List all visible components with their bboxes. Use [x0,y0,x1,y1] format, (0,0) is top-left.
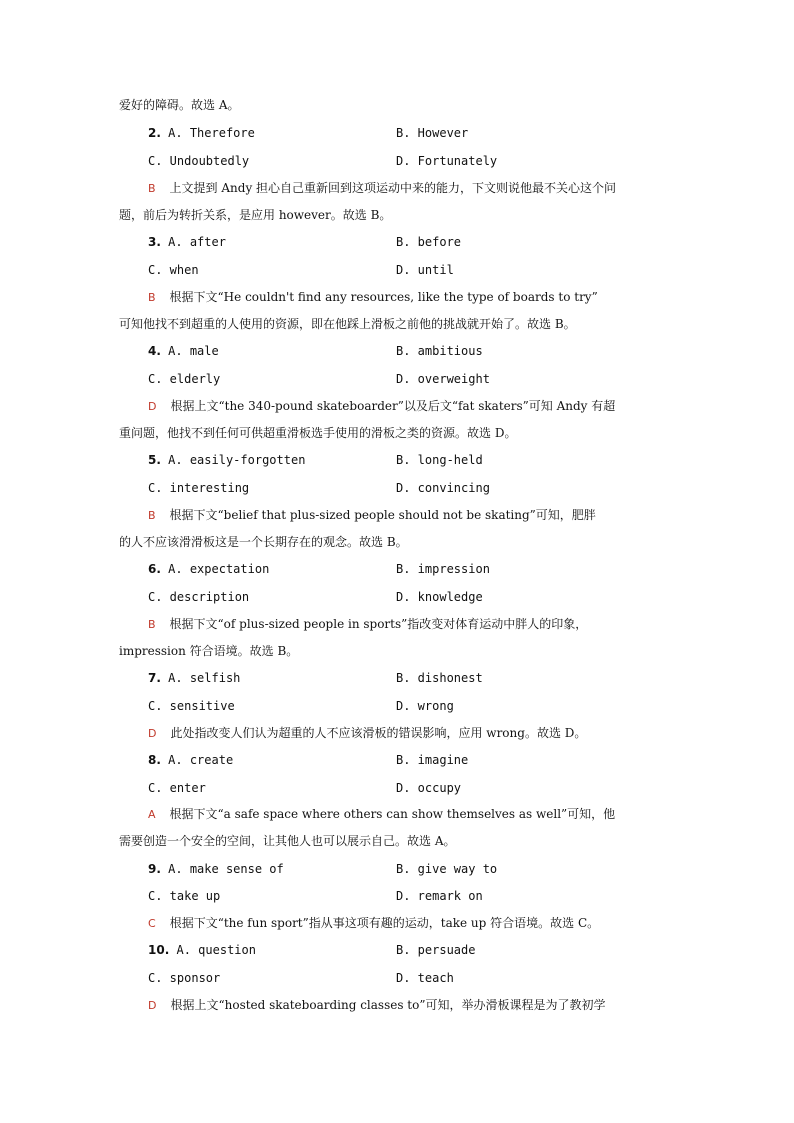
option-row-1 [148,561,269,577]
question-number: 9. [148,862,161,876]
option-d: D. remark on [396,889,483,903]
option-c: C. Undoubtedly [148,154,250,168]
explanation-continuation: 可知他找不到超重的人使用的资源，即在他踩上滑板之前他的挑战就开始了。故选 B。 [119,317,576,331]
option-c: C. sensitive [148,699,235,713]
explanation-line [148,398,688,415]
explanation-text: 根据下文“the fun sport”指从事这项有趣的运动，take up 符合语境。故选 C。 [169,916,600,930]
option-b: B. imagine [396,753,469,767]
option-d: D. teach [396,971,454,985]
explanation-line [148,806,688,823]
explanation-text: 根据上文“hosted skateboarding classes to”可知，举办滑板课程是为了教初学 [170,998,606,1012]
option-c: C. enter [148,781,206,795]
answer-letter: D [148,999,157,1012]
question-number: 2. [148,126,161,140]
option-c: C. take up [148,889,221,903]
option-a: A. selfish [168,671,241,685]
option-c: C. description [148,590,250,604]
explanation-continuation: 题，前后为转折关系，是应用 however。故选 B。 [119,208,392,222]
option-b: B. However [396,126,469,140]
question-number: 6. [148,562,161,576]
option-d: D. until [396,263,454,277]
option-b: B. give way to [396,862,498,876]
option-a: A. question [176,943,256,957]
option-d: D. occupy [396,781,462,795]
option-b: B. persuade [396,943,476,957]
option-c: C. elderly [148,372,221,386]
answer-letter: D [148,727,157,740]
option-b: B. dishonest [396,671,483,685]
option-row-1 [148,942,256,958]
question-number: 3. [148,235,161,249]
question-number: 7. [148,671,161,685]
explanation-line [148,997,688,1014]
explanation-continuation: 的人不应该滑滑板这是一个长期存在的观念。故选 B。 [119,535,408,549]
answer-letter: B [148,618,156,631]
option-row-1 [148,670,240,686]
option-a: A. after [168,235,226,249]
option-a: A. male [168,344,219,358]
explanation-continuation: 需要创造一个安全的空间，让其他人也可以展示自己。故选 A。 [119,834,456,848]
explanation-text: 根据下文“belief that plus-sized people should not be skating”可知，肥胖 [169,508,596,522]
option-row-1 [148,343,219,359]
question-number: 5. [148,453,161,467]
question-number: 8. [148,753,161,767]
explanation-line [148,289,688,306]
option-c: C. interesting [148,481,250,495]
explanation-text: 根据上文“the 340-pound skateboarder”以及后文“fat skaters”可知 Andy 有超 [170,399,616,413]
option-b: B. before [396,235,462,249]
option-a: A. easily-forgotten [168,453,306,467]
option-d: D. wrong [396,699,454,713]
option-row-1 [148,234,226,250]
option-d: D. convincing [396,481,490,495]
option-row-1 [148,125,255,141]
option-b: B. long-held [396,453,483,467]
option-c: C. sponsor [148,971,221,985]
option-c: C. when [148,263,199,277]
explanation-text: 此处指改变人们认为超重的人不应该滑板的错误影响，应用 wrong。故选 D。 [170,726,587,740]
explanation-text: 根据下文“a safe space where others can show themselves as well”可知，他 [169,807,616,821]
option-b: B. impression [396,562,490,576]
explanation-text: 根据下文“of plus-sized people in sports”指改变对体育运动中胖人的印象， [169,617,588,631]
explanation-line [148,725,688,742]
explanation-line [148,915,688,932]
question-number: 10. [148,943,170,957]
option-b: B. ambitious [396,344,483,358]
option-row-1 [148,861,284,877]
answer-letter: B [148,509,156,522]
option-a: A. Therefore [168,126,255,140]
answer-letter: A [148,808,156,821]
option-d: D. knowledge [396,590,483,604]
intro-line: 爱好的障碍。故选 A。 [119,98,240,112]
option-a: A. expectation [168,562,270,576]
explanation-line [148,180,688,197]
explanation-text: 上文提到 Andy 担心自己重新回到这项运动中来的能力，下文则说他最不关心这个问 [169,181,617,195]
explanation-continuation: impression 符合语境。故选 B。 [119,644,299,658]
answer-letter: B [148,182,156,195]
answer-letter: C [148,917,156,930]
answer-letter: D [148,400,157,413]
explanation-continuation: 重问题，他找不到任何可供超重滑板选手使用的滑板之类的资源。故选 D。 [119,426,517,440]
explanation-line [148,616,688,633]
question-number: 4. [148,344,161,358]
option-row-1 [148,452,305,468]
option-row-1 [148,752,233,768]
option-d: D. overweight [396,372,490,386]
explanation-line [148,507,688,524]
explanation-text: 根据下文“He couldn't find any resources, like the type of boards to try” [169,290,598,304]
answer-letter: B [148,291,156,304]
option-d: D. Fortunately [396,154,498,168]
option-a: A. create [168,753,234,767]
option-a: A. make sense of [168,862,284,876]
